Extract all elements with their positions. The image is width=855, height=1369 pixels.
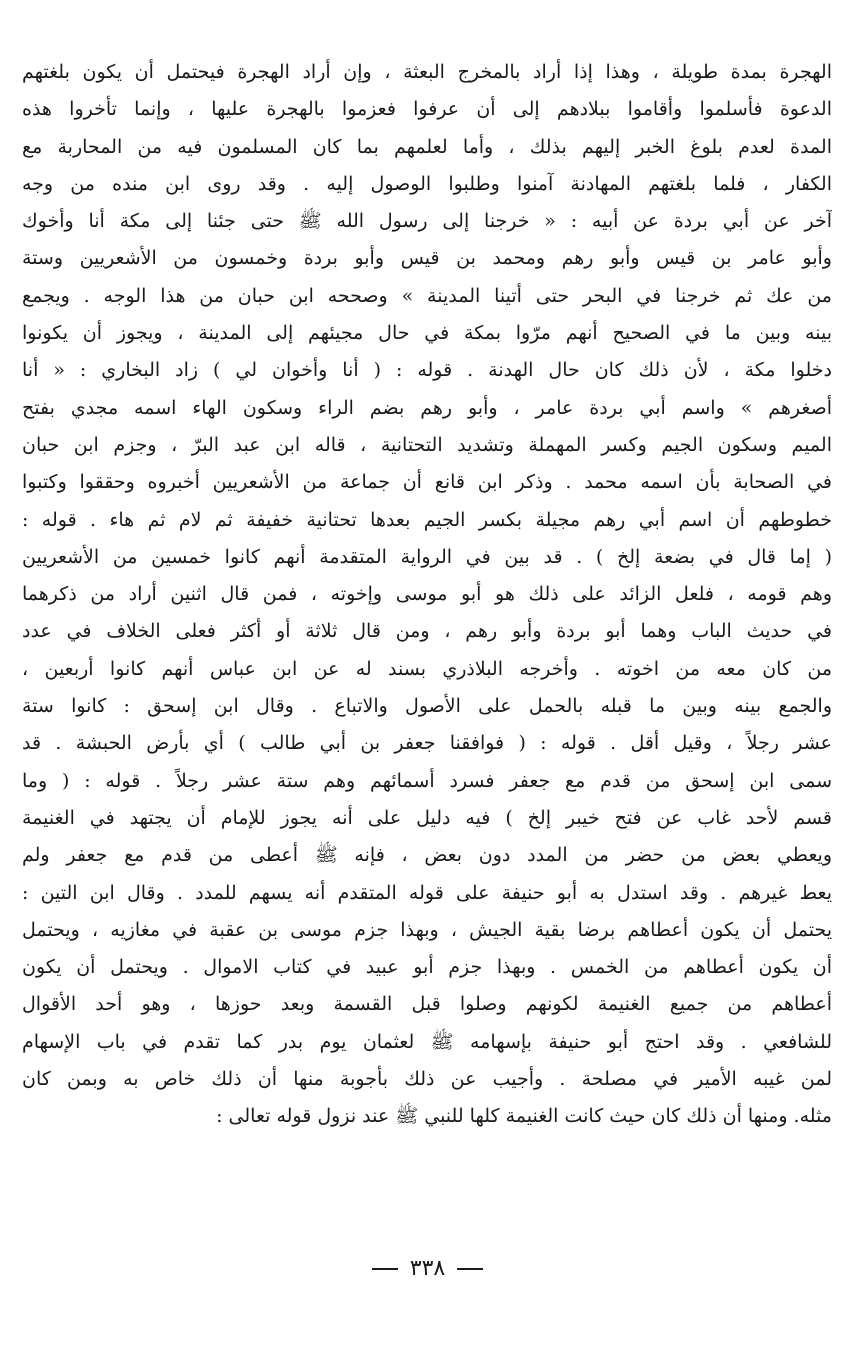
text-line: المدة لعدم بلوغ الخبر إليهم بذلك ، وأما لعلمهم بما كان المسلمون فيه من المحاربة مع — [22, 135, 832, 158]
text-line: خطوطهم أن اسم أبي رهم مجيلة بكسر الجيم بعدها تحتانية خفيفة ثم لام ثم هاء . قوله : — [22, 508, 832, 531]
text-line: يعط غيرهم . وقد استدل به أبو حنيفة على قوله المتقدم أنه يسهم للمدد . وقال ابن التين : — [22, 881, 832, 904]
text-line: في الصحابة بأن اسمه محمد . وذكر ابن قانع أن جماعة من الأشعريين أخبروه وحققوا وكتبوا — [22, 471, 832, 494]
text-line: في حديث الباب وهما أبو بردة وأبو رهم ، ومن قال ثلاثة أو أكثر فعلى الخلاف في عدد — [22, 620, 832, 643]
text-line: ( إما قال في بضعة إلخ ) . قد بين في الرواية المتقدمة أنهم كانوا خمسين من الأشعريين — [22, 545, 832, 568]
text-line: يحتمل أن يكون أعطاهم برضا بقية الجيش ، وبهذا جزم موسى بن عقبة في مغازيه ، ويحتمل — [22, 918, 832, 941]
text-line: من كان معه من اخوته . وأخرجه البلاذري بسند له عن ابن عباس أنهم كانوا أربعين ، — [22, 657, 832, 680]
text-line: وأبو عامر بن قيس وأبو رهم ومحمد بن قيس وأبو بردة وخمسون من الأشعريين وستة — [22, 247, 832, 270]
text-line: الميم وسكون الجيم وكسر المهملة وتشديد التحتانية ، قاله ابن عبد البرّ ، وجزم ابن حبان — [22, 433, 832, 456]
text-line: الدعوة فأسلموا وأقاموا ببلادهم إلى أن عرفوا فعزموا بالهجرة عليها ، وإنما تأخروا هذه — [22, 98, 832, 121]
text-line: الكفار ، فلما بلغتهم المهادنة آمنوا وطلبوا الوصول إليه . وقد روى ابن منده من وجه — [22, 172, 832, 195]
text-line: سمى ابن إسحق من قدم مع جعفر فسرد أسمائهم وهم ستة عشر رجلاً . قوله : ( وما — [22, 769, 832, 792]
text-line: أعطاهم من جميع الغنيمة لكونهم وصلوا قبل القسمة وبعد حوزها ، وهو أحد الأقوال — [22, 993, 832, 1016]
text-line: والجمع بينه وبين ما قبله بالحمل على الأصول والاتباع . وقال ابن إسحق : كانوا ستة — [22, 695, 832, 718]
text-line: بينه وبين ما في الصحيح أنهم مرّوا بمكة في حال مجيئهم إلى المدينة ، ويجوز أن يكونوا — [22, 322, 832, 345]
text-line: مثله. ومنها أن ذلك كان حيث كانت الغنيمة كلها للنبي ﷺ عند نزول قوله تعالى : — [216, 1105, 832, 1128]
text-line: للشافعي . وقد احتج أبو حنيفة بإسهامه ﷺ لعثمان يوم بدر كما تقدم في باب الإسهام — [22, 1030, 832, 1053]
page-number: ٣٣٨ — [409, 1256, 446, 1281]
text-line: دخلوا مكة ، لأن ذلك كان حال الهدنة . قوله : ( أنا وأخوان لي ) زاد البخاري : « أنا — [22, 359, 832, 382]
text-line: وهم قومه ، فلعل الزائد على ذلك هو أبو موسى وإخوته ، فمن قال اثنين أراد من ذكرهما — [22, 583, 832, 606]
dash-right — [457, 1268, 483, 1270]
page-body-text — [22, 54, 832, 1136]
text-line: أن يكون أعطاهم من الخمس . وبهذا جزم أبو عبيد في كتاب الاموال . ويحتمل أن يكون — [22, 956, 832, 979]
text-line: أصغرهم » واسم أبي بردة عامر ، وأبو رهم بضم الراء وسكون الهاء اسمه مجدي بفتح — [22, 396, 832, 419]
text-line: لمن غيبه الأمير في مصلحة . وأجيب عن ذلك بأجوبة منها أن ذلك خاص به وبمن كان — [22, 1068, 832, 1091]
text-line: الهجرة بمدة طويلة ، وهذا إذا أراد بالمخرج البعثة ، وإن أراد الهجرة فيحتمل أن يكون بلغتهم — [22, 61, 832, 83]
text-line: قسم لأحد غاب عن فتح خيبر إلخ ) فيه دليل على أنه يجوز للإمام أن يجتهد في الغنيمة — [22, 806, 832, 829]
text-line: آخر عن أبي بردة عن أبيه : « خرجنا إلى رسول الله ﷺ حتى جئنا إلى مكة أنا وأخوك — [22, 210, 832, 233]
page-number-footer — [0, 1256, 855, 1281]
text-line: من عك ثم خرجنا في البحر حتى أتينا المدينة » وصححه ابن حبان من هذا الوجه . ويجمع — [22, 284, 832, 307]
text-line: ويعطي بعض من حضر من المدد دون بعض ، فإنه ﷺ أعطى من قدم مع جعفر ولم — [22, 844, 832, 867]
text-line: عشر رجلاً ، وقيل أقل . قوله : ( فوافقنا جعفر بن أبي طالب ) أي بأرض الحبشة . قد — [22, 732, 832, 755]
dash-left — [372, 1268, 398, 1270]
